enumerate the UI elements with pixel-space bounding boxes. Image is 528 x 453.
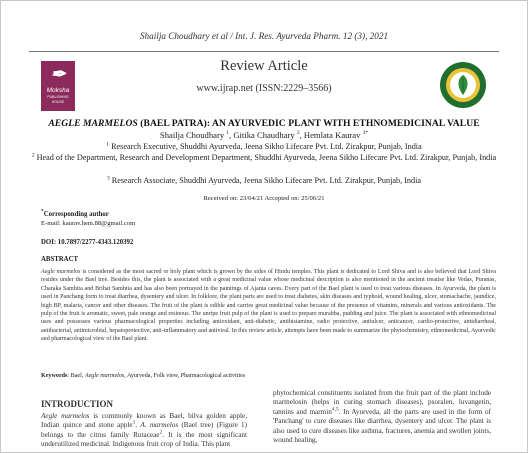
publisher-subtitle: PUBLISHING HOUSE [47,95,69,104]
author-name: , Gitika Chaudhary [229,130,297,140]
affiliation [21,175,507,186]
abstract-body [41,268,496,344]
received-accepted-dates: Received on: 23/04/21 Accepted on: 25/06/21 [203,195,325,202]
abstract-text: is considered as the most sacred or holy plant which is grown by the sides of Hindu temples. This plant is dedicated to Lord Shiva and is also believed that Lord Shiva resides under the Bael tree. Besides this, the plant is associated with a great medicinal value whose medicinal description is also mentioned in the ancient treatise like Vedas, Puranas, Charaka Samhita and Brihat Samhita and has also been portrayed in the paintings of Ajanta caves. Every part of the Bael plant is used to treat various diseases. In Ayurveda, the plant is used in Panchang form to treat diarrhea, dysentery and ulcer. In folklore, the plant parts are used to treat diabetes, skin diseases and typhoid, wound healing, ulcer, stomachache, jaundice, high BP, malaria, cancer and other diseases. The fruit of the plant is edible and carries great medicinal value because of the presence of vitamins, minerals and various antioxidants. The pulp of the fruit is aromatic, sweet, pale orange and resinous. The unripe fruit pulp of the plant is used to prepare murabba, pudding and juice. The plant is associated with ethnomedicinal uses and possesses various pharmacological properties including antioxidant, anti-diabetic, antihistamine, radio protective, antiulcer, anticancer, cardio-protective, antidiarrheal, antibacterial, antimicrobial, hepatoprotective, anti-inflammatory and antiviral. In this review article, attempts have been made to summarize the phytochemistry, ethnomedicinal, Ayurvedic and pharmacological view of the Bael plant. [41,269,496,343]
affiliation-text: Research Associate, Shuddhi Ayurveda, Jeena Sikho Lifecare Pvt. Ltd. Zirakpur, Punjab, India [109,176,422,185]
affiliation [21,141,507,152]
body-column-right [273,389,491,445]
affiliation-mark: 2 [31,152,35,159]
article-type: Review Article [220,58,308,74]
abstract-species-name: Aegle marmelos [41,269,81,275]
keywords-label: Keywords [41,373,68,379]
doi[interactable]: DOI: 10.7897/2277-4343.120392 [41,239,134,246]
citation-mark: 4,5 [331,406,339,413]
author-name: , Hemlata Kaurav [299,130,363,140]
journal-url: www.ijrap.net (ISSN:2229–3566) [196,83,332,94]
citation-mark: 2 [159,429,163,436]
abstract-heading: ABSTRACT [41,256,79,263]
quill-icon: ✒ [50,64,66,84]
intro-paragraph: phytochemical constituents isolated from the fruit part of the plant include marmelosin (helps in curing stomach diseases), psoralen, luvangetin, tannins and marmin$^{4,5}$. In Ayurveda, all the parts are used in the form of 'Panchang' to cure diseases like diarrhea, dysentery and ulcer. The plant is also used to cure diseases like asthma, fractures, anemia and swollen joints, wound healing, [273,389,491,445]
introduction-heading: INTRODUCTION [41,399,114,409]
paper-title [21,118,507,129]
title-rest: (BAEL PATRA): AN AYURVEDIC PLANT WITH ETHNOMEDICINAL VALUE [137,118,480,129]
author-list [1,130,527,140]
citation-mark: 1 [132,420,136,427]
author-affil-mark: 3* [362,130,369,137]
author-affil-mark: 1 [226,130,230,137]
affiliation-mark: 3 [106,175,110,182]
corresponding-email[interactable]: E-mail: kaurav.hem.88@gmail.com [41,220,136,227]
running-head: Shailja Choudhary et al / Int. J. Res. Ayurveda Pharm. 12 (3), 2021 [139,31,389,41]
intro-paragraph: Aegle marmelos is commonly known as Bael, bilva golden apple, Indian quince and stone apple$^1$. A. marmelos (Bael tree) (Figure 1) belongs to the citrus family Rutaceae$^2$. It is the most significant underutilized medicinal. Indigenous fruit crop of India. This plant [41,412,247,449]
affiliation [21,152,507,163]
publisher-name: Moksha [46,87,70,94]
affiliation-text: Head of the Department, Research and Development Department, Shuddhi Ayurveda, Jeena Sikho Lifecare Pvt. Ltd. Zirakpur, Punjab, India [34,153,497,162]
title-species-name: AEGLE MARMELOS [48,118,138,129]
affiliation-mark: 1 [106,141,110,148]
author-affil-mark: 2 [296,130,300,137]
corresponding-mark: * [41,208,44,215]
author-name: Shailja Choudhary [159,130,227,140]
corresponding-author-label: *Corresponding author [41,208,109,218]
header-rule [29,51,499,52]
affiliation-text: Research Executive, Shuddhi Ayurveda, Jeena Sikho Lifecare Pvt. Ltd. Zirakpur, Punjab, India [109,142,422,151]
keywords: Keywords: Bael, Aegle marmelos, Ayurveda, Folk view, Pharmacological activities [41,373,246,379]
body-column-left [41,412,247,450]
